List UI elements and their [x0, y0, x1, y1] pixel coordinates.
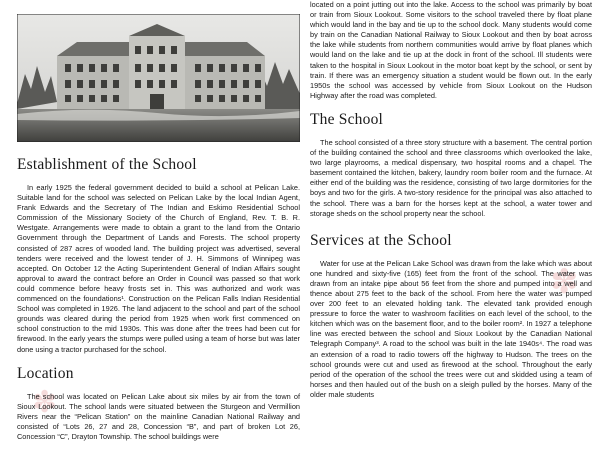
paragraph-location: The school was located on Pelican Lake about six miles by air from the town of Sioux Lookout. The school lands were situated between the Sturgeon and Vermillion Rivers near the “Pelican Station” on the mainline Canadian National Railway and consisted of “Lots 26, 27 and 28, Concession “B”, and part of broken Lot 26, Concession “C”, Drayton Township. The school buildings were [17, 391, 300, 441]
school-photo [17, 14, 300, 142]
paragraph-location-continued: located on a point jutting out into the lake. Access to the school was primarily by boat or train from Sioux Lookout. Some visitors to the school traveled there by float plane which would land in the bay and tie up to the school dock. Many students would come by train on the Canadian National Railway to Sioux Lookout and then by boat across the lake while students from northern communities would arrive by float planes which would land on the lake and tie up at the dock in front of the school. Ill students were taken to the hospital in Sioux Lookout in the motor boat kept by the school, or sent by train. If there was an emergency situation a student would be flown out. In the early 1950s the school was accessed by vehicle from Sioux Lookout on the Hudson Highway after the road was completed. [310, 0, 592, 100]
paragraph-school: The school consisted of a three story structure with a basement. The central portion of the building contained the school and three classrooms which overlooked the lake, two large playrooms, a medical dispensary, two hospital rooms and a chapel. The basement contained the kitchen, bakery, laundry room boiler room and the furnace. At either end of the building was the residence, consisting of two large dormitories for the boys and two for the girls. A two-story residence for the principal was also attached to the school. There was a barn for the horses kept at the school, a water tower and storage sheds on the school property near the school. [310, 137, 592, 218]
watermark-mark: ✽ [550, 262, 579, 302]
section-heading-services: Services at the School [310, 231, 452, 249]
right-column [310, 0, 592, 400]
section-heading-establishment: Establishment of the School [17, 156, 197, 173]
watermark-mark: ✽ [32, 385, 58, 420]
left-column [17, 0, 300, 442]
section-heading-school: The School [310, 110, 384, 128]
paragraph-services: Water for use at the Pelican Lake School was drawn from the lake which was about one hundred and sixty-five (165) feet from the front of the school. The water was drawn from an intake pipe about 56 feet from the shore and pumped into a well and thence about 275 feet to the back of the school. From here the water was pumped over 200 feet to an elevated holding tank. The elevated tank provided enough pressure to force the water to washroom facilities on each level of the school, to the kitchen which was on the basement floor, and to the boiler room². In 1927 a telephone line was erected between the school and Sioux Lookout by the Canadian National Telegraph Company³. A road to the school was built in the late 1940s⁴. The road was an extension of a road to radio towers off the highway to Hudson. The trees on the school grounds were cut and used as firewood at the school. Throughout the early period of the operation of the school the trees were cut and skidded using a team of horses and then hauled out of the bush on a sleigh pulled by the horses. Many of the older male students [310, 258, 592, 399]
section-heading-location: Location [17, 364, 74, 382]
paragraph-establishment: In early 1925 the federal government decided to build a school at Pelican Lake. Suitable land for the school was selected on Pelican Lake by the local Indian Agent, Frank Edwards and the Secretary of The Indian and Eskimo Residential School Commission of the Missionary Society of the Church of England, Rev. T. B. R. Westgate. Arrangements were made to obtain a grant to the land from the Ontario Government through the Department of Lands and Forests. The school property consisted of 287 acres of wooded land. The building project was advertised, several tenders were received and the lowest tender of J. H. Simmons of Winnipeg was accepted. On October 12 the Acting Superintendent General of Indian Affairs sought approval to award the contract before an Order in Council was passed so that work could commence before heavy frosts set in. This was authorized and work was commenced on the foundations¹. Construction on the Pelican Falls Indian Residential School was completed in 1926. The land adjacent to the school and part of the school grounds was cleared during the period from 1925 when work first commenced on school construction to the mid 1930s. This was done after the trees had been cut for firewood. In the early years the stumps were pulled using a team of horse but was later done using a tractor purchased for the school. [17, 183, 300, 354]
